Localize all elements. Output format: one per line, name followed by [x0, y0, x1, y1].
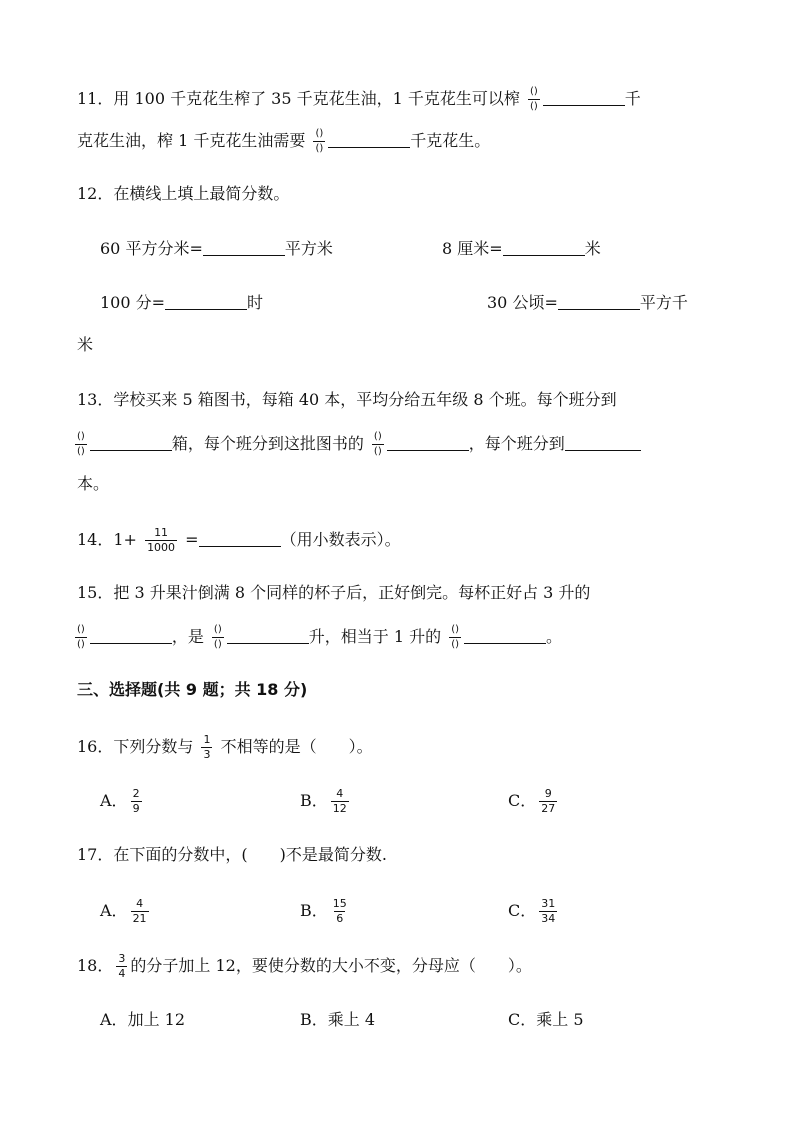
q16-option-a[interactable]: A． $\frac{2}{9}$ [100, 787, 140, 815]
paren-fraction: $\frac{()}{()}$ [373, 431, 382, 457]
q12-item-d: 30 公顷= 平方千 [487, 293, 688, 312]
q11-line1: 11．用 100 千克花生榨了 35 千克花生油，1 千克花生可以榨 $\frac{()}{()}$ 千 [77, 86, 641, 112]
q12-line: 12．在横线上填上最简分数。 [77, 184, 290, 203]
answer-blank[interactable] [464, 627, 546, 644]
q13-line1: 13．学校买来 5 箱图书，每箱 40 本，平均分给五年级 8 个班。每个班分到 [77, 390, 617, 409]
q17-option-b[interactable]: B． $\frac{15}{6}$ [300, 897, 347, 925]
q12-item-b: 8 厘米= 米 [442, 239, 601, 258]
q16-option-b[interactable]: B． $\frac{4}{12}$ [300, 787, 347, 815]
q11-number: 11． [77, 89, 114, 108]
q18-option-b[interactable]: B．乘上 4 [300, 1010, 376, 1029]
q14-line: 14．1+ $\frac{11}{1000}$ = （用小数表示）。 [77, 526, 401, 554]
q15-line1: 15．把 3 升果汁倒满 8 个同样的杯子后，正好倒完。每杯正好占 3 升的 [77, 583, 591, 602]
q15-number: 15． [77, 583, 114, 602]
q12-item-c: 100 分= 时 [100, 293, 264, 312]
q18-option-a[interactable]: A．加上 12 [100, 1010, 186, 1029]
q18-number: 18． [77, 956, 114, 975]
q18-option-c[interactable]: C．乘上 5 [508, 1010, 584, 1029]
paren-fraction: $\frac{()}{()}$ [529, 86, 538, 112]
fraction: $\frac{2}{9}$ [132, 787, 140, 815]
answer-blank[interactable] [165, 293, 247, 310]
q16-line: 16．下列分数与 $\frac{1}{3}$ 不相等的是（ ）。 [77, 733, 373, 761]
fraction: $\frac{3}{4}$ [118, 952, 126, 980]
fraction: $\frac{9}{27}$ [541, 787, 556, 815]
fraction: $\frac{15}{6}$ [332, 897, 347, 925]
fraction: $\frac{4}{21}$ [132, 897, 147, 925]
q17-option-c[interactable]: C． $\frac{31}{34}$ [508, 897, 556, 925]
answer-blank[interactable] [227, 627, 309, 644]
paren-fraction: $\frac{()}{()}$ [213, 624, 222, 650]
answer-blank[interactable] [565, 434, 641, 451]
q11-line2: 克花生油，榨 1 千克花生油需要 $\frac{()}{()}$ 千克花生。 [77, 128, 491, 154]
q13-line2: $\frac{()}{()}$ 箱，每个班分到这批图书的 $\frac{()}{()}$ ，每个班分到 [72, 431, 641, 458]
q15-line2: $\frac{()}{()}$ ，是 $\frac{()}{()}$ 升，相当于 1 升的 $\frac{()}{()}$ 。 [77, 624, 563, 650]
answer-blank[interactable] [503, 239, 585, 256]
q12-number: 12． [77, 184, 114, 203]
answer-blank[interactable] [90, 627, 172, 644]
answer-blank[interactable] [328, 131, 410, 148]
q12-item-a: 60 平方分米= 平方米 [100, 239, 333, 258]
fraction: $\frac{31}{34}$ [541, 897, 556, 925]
q16-option-c[interactable]: C． $\frac{9}{27}$ [508, 787, 556, 815]
q11-text: 用 100 千克花生榨了 35 千克花生油，1 千克花生可以榨 [113, 89, 520, 108]
answer-blank[interactable] [203, 239, 285, 256]
fraction: $\frac{1}{3}$ [203, 733, 211, 761]
q17-number: 17． [77, 845, 114, 864]
q17-line: 17．在下面的分数中，( )不是最简分数. [77, 845, 387, 864]
answer-blank[interactable] [543, 89, 625, 106]
paren-fraction: $\frac{()}{()}$ [77, 431, 85, 457]
q16-number: 16． [77, 737, 114, 756]
q14-number: 14． [77, 530, 114, 549]
answer-blank[interactable] [387, 434, 469, 451]
q13-number: 13． [77, 390, 114, 409]
paren-fraction: $\frac{()}{()}$ [451, 624, 459, 650]
answer-blank[interactable] [90, 434, 172, 451]
paren-fraction: $\frac{()}{()}$ [77, 624, 85, 650]
q13-line3: 本。 [77, 474, 110, 493]
q17-option-a[interactable]: A． $\frac{4}{21}$ [100, 897, 147, 925]
fraction: $\frac{11}{1000}$ [147, 526, 176, 554]
answer-blank[interactable] [558, 293, 640, 310]
paren-fraction: $\frac{()}{()}$ [315, 128, 324, 154]
fraction: $\frac{4}{12}$ [332, 787, 347, 815]
section-title: 三、选择题(共 9 题；共 18 分) [77, 680, 308, 699]
answer-blank[interactable] [199, 530, 281, 547]
q12-item-d-wrap: 米 [77, 335, 94, 354]
q18-line: 18． $\frac{3}{4}$ 的分子加上 12，要使分数的大小不变，分母应（ ）。 [77, 952, 532, 980]
